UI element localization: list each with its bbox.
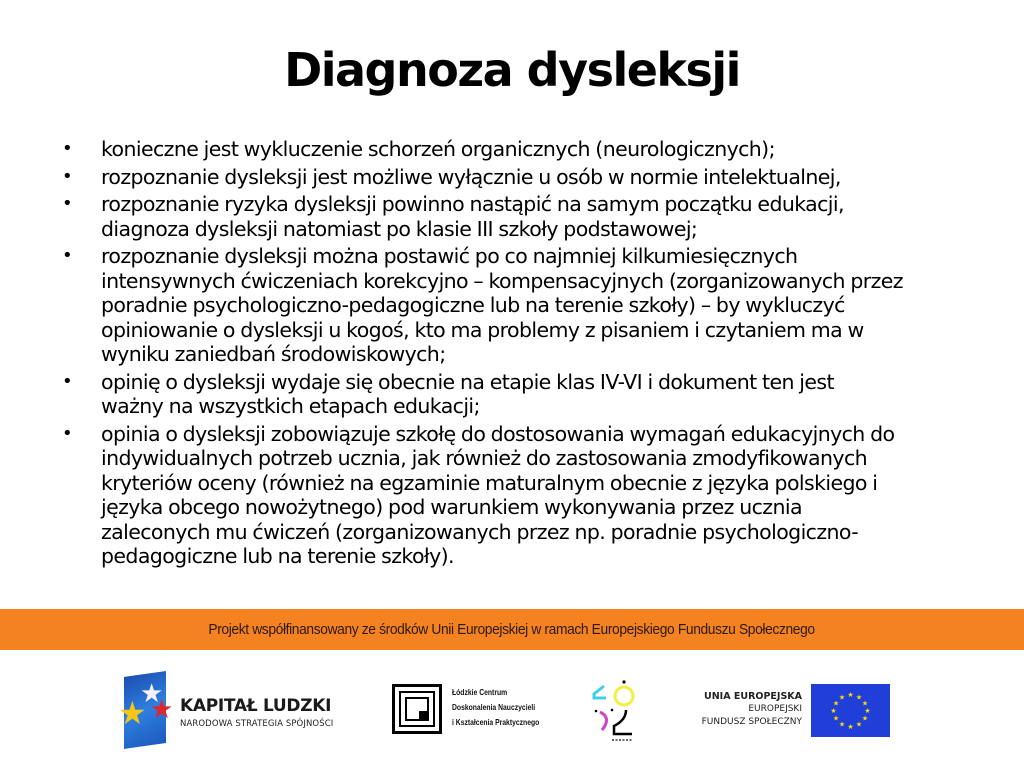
red-star-icon: ★ [150,694,174,724]
bullet-text [101,422,980,569]
bullet-line: opiniowanie o dysleksji u kogoś, kto ma problemy z pisaniem i czytaniem ma w [101,317,864,342]
kapital-ludzki-subtitle: NARODOWA STRATEGIA SPÓJNOŚCI [180,719,334,729]
svg-text:★: ★ [855,693,863,702]
bullet-dot-icon: • [61,370,73,392]
bullet-line: poradnie psychologiczno-pedagogiczne lub na terenie szkoły) – by wykluczyć [101,293,845,317]
bullet-dot-icon: • [61,245,73,266]
svg-text:★: ★ [861,714,869,723]
eu-logo [690,684,890,740]
bullet-line: rozpoznanie ryzyka dysleksji powinno nastąpić na samym początku edukacji, [101,192,844,216]
bullet-text [101,244,980,367]
bullet-line: wyniku zaniedbań środowiskowych; [101,342,446,366]
eu-text: UNIA EUROPEJSKA EUROPEJSKI FUNDUSZ SPOŁECZNY [701,691,802,727]
svg-text:★: ★ [832,699,840,708]
ldc-square-icon [392,684,442,734]
svg-text:★: ★ [838,720,846,729]
bullet-line: zaleconych mu ćwiczeń (zorganizowanych przez np. poradnie psychologiczno- [101,519,859,544]
bullet-item [60,192,980,241]
svg-text:★: ★ [861,699,869,708]
bullet-dot-icon: • [61,138,73,159]
bullet-line: pedagogiczne lub na terenie szkoły). [101,544,454,568]
kapital-ludzki-logo [118,674,378,748]
bullet-dot-icon: • [61,165,73,187]
white-star-icon: ★ [140,678,164,708]
bullet-line: indywidualnych potrzeb ucznia, jak również do zastosowania zmodyfikowanych [101,446,868,470]
svg-text:★: ★ [855,720,863,729]
bullet-line: diagnoza dysleksji natomiast po klasie III szkoły podstawowej; [101,216,698,241]
bullet-line: konieczne jest wykluczenie schorzeń organicznych (neurologicznych); [101,137,775,161]
bullet-text [101,165,980,190]
funding-banner-text: Projekt współfinansowany ze środków Unii Europejskiej w ramach Europejskiego Funduszu Społecznego [208,621,816,638]
colorful-symbol-logo-icon [590,678,640,746]
bullet-line: ważny na wszystkich etapach edukacji; [101,394,480,418]
svg-text:★: ★ [847,691,854,699]
funding-banner [0,609,1024,650]
svg-text:★: ★ [864,707,871,715]
kapital-ludzki-title: KAPITAŁ LUDZKI [180,696,332,716]
svg-text:★: ★ [830,707,837,715]
bullet-line: języka obcego nowożytnego) pod warunkiem wykonywania przez ucznia [101,495,802,519]
bullet-text [101,192,980,241]
bullet-item [60,165,980,190]
bullet-item [60,137,980,162]
ldc-text: Łódzkie Centrum Doskonalenia Nauczycieli i Kształcenia Praktycznego [452,687,540,727]
bullet-line: rozpoznanie dysleksji można postawić po co najmniej kilkumiesięcznych [101,244,798,268]
bullet-item [60,244,980,367]
slide-title: Diagnoza dysleksji [284,43,740,97]
bullet-line: opinia o dysleksji zobowiązuje szkołę do dostosowania wymagań edukacyjnych do [101,421,895,446]
bullet-dot-icon: • [61,422,73,444]
bullet-line: kryteriów oceny (również na egzaminie maturalnym obecnie z języka polskiego i [101,470,878,495]
bullet-text [101,137,980,162]
svg-text:★: ★ [847,723,854,731]
bullet-text [101,370,980,419]
bullet-item [60,370,980,419]
svg-text:★: ★ [832,714,840,723]
yellow-star-icon: ★ [118,695,147,731]
bullet-item [60,422,980,569]
eu-flag-icon [811,684,890,737]
ldc-logo [392,684,572,740]
bullet-list [60,137,980,572]
bullet-line: intensywnych ćwiczeniach korekcyjno – kompensacyjnych (zorganizowanych przez [101,268,903,293]
svg-text:★: ★ [838,693,846,702]
bullet-line: rozpoznanie dysleksji jest możliwe wyłącznie u osób w normie intelektualnej, [101,164,841,189]
bullet-dot-icon: • [61,193,73,214]
bullet-line: opinię o dysleksji wydaje się obecnie na etapie klas IV-VI i dokument ten jest [101,369,834,394]
